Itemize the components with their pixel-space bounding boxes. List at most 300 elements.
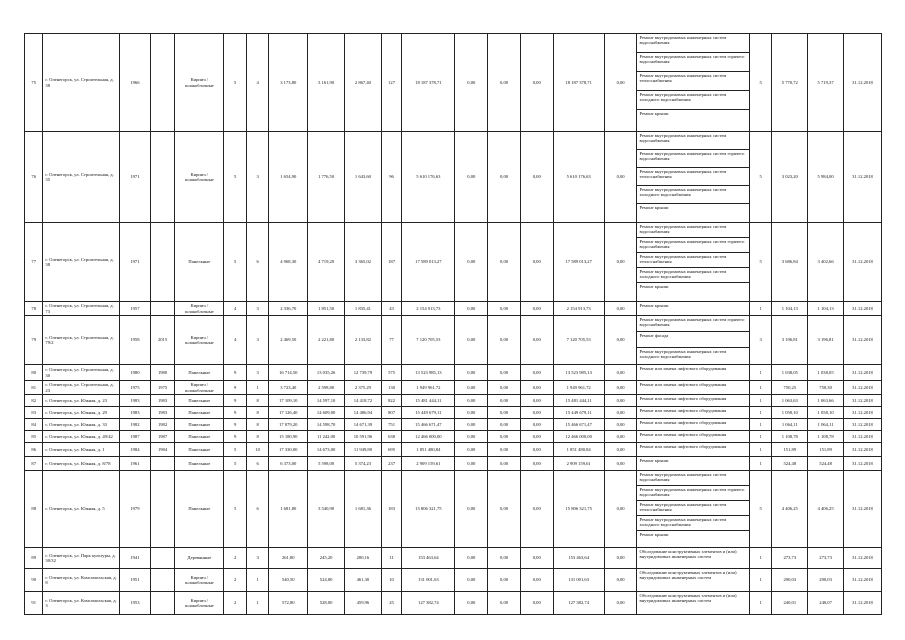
cell-material: Кирпич / шлакоблочные <box>175 132 224 223</box>
cell-fund-other: 0,00 <box>604 395 637 407</box>
cell-date: 31.12.2018 <box>843 316 881 365</box>
cell-area-res: 12 739,79 <box>345 365 382 381</box>
cell-fund-local: 0,00 <box>520 419 553 431</box>
cell-cost-limit: 151,89 <box>808 443 844 457</box>
cell-material: Кирпич / шлакоблочные <box>175 316 224 365</box>
cell-cost-total: 12 466 000,00 <box>402 431 455 443</box>
cell-residents: 822 <box>381 395 401 407</box>
cell-area-res: 5 374,23 <box>345 457 382 471</box>
cell-residents: 77 <box>381 316 401 365</box>
works-cell <box>637 443 749 457</box>
cell-area-total: 1 681,80 <box>269 471 308 548</box>
cell-cost-limit: 5 719,37 <box>808 34 844 132</box>
cell-fund-other: 0,00 <box>604 223 637 302</box>
cell-cost-unit: 1 063,63 <box>772 395 808 407</box>
cell-material: Кирпич / шлакоблочные <box>175 34 224 132</box>
cell-address: г. Оленегорск, ул. Строительная, д. 35 <box>43 132 120 223</box>
work-item: Ремонт внутридомовых инженерных систем горячего водоснабжения <box>637 150 748 168</box>
cell-cost-limit: 1 108,78 <box>808 431 844 443</box>
cell-area-res: 1 643,60 <box>345 132 382 223</box>
cell-fund-budget: 0,00 <box>488 302 521 316</box>
cell-floors: 9 <box>224 365 246 381</box>
cell-fund-owners: 18 187 378,71 <box>553 34 604 132</box>
works-cell <box>637 132 749 223</box>
cell-fund-other: 0,00 <box>604 407 637 419</box>
cell-cost-total: 15 806 321,75 <box>402 471 455 548</box>
cell-year-rec: 2015 <box>150 316 175 365</box>
cell-area-living: 3 540,90 <box>308 471 345 548</box>
cell-address: г. Оленегорск, ул. Строительная, д. 30 <box>43 365 120 381</box>
cell-material: Панельные <box>175 443 224 457</box>
cell-area-total: 540,50 <box>269 569 308 592</box>
cell-num: 78 <box>25 302 43 316</box>
cell-area-living: 13 035,26 <box>308 365 345 381</box>
cell-address: г. Оленегорск, ул. Строительная, д. 38 <box>43 34 120 132</box>
cell-floors: 5 <box>224 443 246 457</box>
cell-fund-budget: 0,00 <box>488 316 521 365</box>
cell-area-living: 14 597,10 <box>308 395 345 407</box>
cell-material: Кирпич / шлакоблочные <box>175 302 224 316</box>
cell-cost-unit: 151,89 <box>772 443 808 457</box>
cell-year: 1958 <box>120 316 151 365</box>
cell-cost-limit: 290,03 <box>808 569 844 592</box>
table-row <box>25 302 882 316</box>
cell-residents: 25 <box>381 592 401 615</box>
cell-year: 1983 <box>120 407 151 419</box>
cell-fund-local: 0,00 <box>520 569 553 592</box>
cell-date: 31.12.2018 <box>843 302 881 316</box>
cell-fund-local: 0,00 <box>520 457 553 471</box>
cell-year-rec: 1983 <box>150 407 175 419</box>
works-cell <box>637 569 749 592</box>
cell-area-total: 15 180,90 <box>269 431 308 443</box>
cell-area-total: 17 330,00 <box>269 443 308 457</box>
cell-area-living: 11 242,00 <box>308 431 345 443</box>
cell-area-total: 3 173,80 <box>269 34 308 132</box>
work-item: Ремонт или замена лифтового оборудования <box>639 396 727 401</box>
cell-fund-owners: 2 154 913,73 <box>553 302 604 316</box>
cell-fund-budget: 0,00 <box>488 457 521 471</box>
cell-date: 31.12.2018 <box>843 223 881 302</box>
cell-fund-budget: 0,00 <box>488 431 521 443</box>
cell-num: 75 <box>25 34 43 132</box>
cell-date: 31.12.2018 <box>843 457 881 471</box>
cell-num: 82 <box>25 395 43 407</box>
cell-fund-other: 0,00 <box>604 431 637 443</box>
cell-cost-limit: 3 196,81 <box>808 316 844 365</box>
cell-residents: 130 <box>381 381 401 395</box>
cell-fund-fszkh: 0,00 <box>455 443 488 457</box>
cell-floors: 5 <box>224 471 246 548</box>
cell-num: 88 <box>25 471 43 548</box>
cell-date: 31.12.2018 <box>843 431 881 443</box>
cell-year-rec: 1983 <box>150 395 175 407</box>
cell-residents: 751 <box>381 419 401 431</box>
work-item: Ремонт внутридомовых инженерных систем теплоснабжения <box>637 253 748 268</box>
cell-cost-unit: 3 686,84 <box>772 223 808 302</box>
works-cell <box>637 407 749 419</box>
cell-cost-limit: 1 063,66 <box>808 395 844 407</box>
cell-unit: 1 <box>749 381 771 395</box>
cell-area-living: 14 673,00 <box>308 443 345 457</box>
table-row <box>25 365 882 381</box>
cell-year-rec <box>150 592 175 615</box>
cell-fund-other: 0,00 <box>604 443 637 457</box>
table-row <box>25 316 882 365</box>
work-item: Обследование конструктивных элементов и (или) внутридомовых инженерных систем <box>639 549 737 560</box>
cell-num: 77 <box>25 223 43 302</box>
cell-area-res: 14 671,39 <box>345 419 382 431</box>
cell-material: Панельные <box>175 457 224 471</box>
cell-fund-fszkh: 0,00 <box>455 431 488 443</box>
cell-cost-limit: 1 064,11 <box>808 419 844 431</box>
cell-unit: 5 <box>749 223 771 302</box>
cell-num: 79 <box>25 316 43 365</box>
cell-fund-fszkh: 0,00 <box>455 569 488 592</box>
cell-address: г. Оленегорск, ул. Южная, д. 5 <box>43 471 120 548</box>
cell-fund-local: 0,00 <box>520 407 553 419</box>
cell-entrances: 3 <box>246 365 268 381</box>
cell-fund-other: 0,00 <box>604 302 637 316</box>
cell-cost-total: 2 154 913,73 <box>402 302 455 316</box>
cell-floors: 2 <box>224 569 246 592</box>
cell-area-living: 3 161,90 <box>308 34 345 132</box>
cell-year: 1953 <box>120 592 151 615</box>
cell-fund-local: 0,00 <box>520 431 553 443</box>
cell-cost-total: 15 449 679,11 <box>402 407 455 419</box>
cell-material: Панельные <box>175 471 224 548</box>
cell-floors: 4 <box>224 316 246 365</box>
cell-cost-total: 15 481 444,11 <box>402 395 455 407</box>
cell-entrances: 8 <box>246 395 268 407</box>
cell-cost-total: 13 523 985,13 <box>402 365 455 381</box>
cell-residents: 807 <box>381 407 401 419</box>
table-row <box>25 407 882 419</box>
cell-cost-total: 17 589 013,27 <box>402 223 455 302</box>
cell-year-rec: 1975 <box>150 381 175 395</box>
cell-fund-budget: 0,00 <box>488 381 521 395</box>
work-item: Ремонт внутридомовых инженерных систем горячего водоснабжения <box>637 486 748 501</box>
work-item: Ремонт внутридомовых инженерных систем теплоснабжения <box>637 72 748 91</box>
work-item: Ремонт или замена лифтового оборудования <box>639 432 727 437</box>
cell-date: 31.12.2018 <box>843 592 881 615</box>
cell-fund-other: 0,00 <box>604 548 637 569</box>
cell-fund-fszkh: 0,00 <box>455 132 488 223</box>
work-item: Ремонт крыши <box>639 205 669 210</box>
cell-date: 31.12.2018 <box>843 471 881 548</box>
cell-area-living: 1 851,50 <box>308 302 345 316</box>
cell-year: 1957 <box>120 302 151 316</box>
cell-fund-owners: 17 589 013,27 <box>553 223 604 302</box>
works-cell <box>637 381 749 395</box>
cell-fund-owners: 15 466 671,47 <box>553 419 604 431</box>
cell-date: 31.12.2018 <box>843 419 881 431</box>
cell-address: г. Оленегорск, ул. Южная, д. 1 <box>43 443 120 457</box>
cell-area-res: 200,16 <box>345 548 382 569</box>
cell-entrances: 8 <box>246 431 268 443</box>
cell-fund-fszkh: 0,00 <box>455 223 488 302</box>
cell-fund-owners: 1 949 961,72 <box>553 381 604 395</box>
cell-fund-other: 0,00 <box>604 592 637 615</box>
work-item: Ремонт внутридомовых инженерных систем холодного водоснабжения <box>637 186 748 204</box>
cell-cost-unit: 1 104,13 <box>772 302 808 316</box>
cell-fund-fszkh: 0,00 <box>455 592 488 615</box>
cell-year-rec <box>150 302 175 316</box>
cell-cost-unit: 3 023,20 <box>772 132 808 223</box>
cell-area-living: 2 598,80 <box>308 381 345 395</box>
cell-fund-other: 0,00 <box>604 471 637 548</box>
cell-num: 86 <box>25 443 43 457</box>
cell-fund-local: 0,00 <box>520 316 553 365</box>
cell-address: г. Оленегорск, ул. Строительная, д. 79/2 <box>43 316 120 365</box>
cell-unit: 1 <box>749 431 771 443</box>
cell-num: 76 <box>25 132 43 223</box>
cell-fund-local: 0,00 <box>520 223 553 302</box>
cell-cost-total: 1 949 961,72 <box>402 381 455 395</box>
cell-residents: 237 <box>381 457 401 471</box>
work-item: Ремонт крыши <box>639 303 669 308</box>
cell-cost-unit: 3 196,81 <box>772 316 808 365</box>
cell-material: Панельные <box>175 419 224 431</box>
cell-fund-fszkh: 0,00 <box>455 407 488 419</box>
work-item: Ремонт внутридомовых инженерных систем теплоснабжения <box>637 501 748 516</box>
cell-address: г. Оленегорск, ул. Комсомольская, д. 8 <box>43 569 120 592</box>
cell-year: 1975 <box>120 381 151 395</box>
cell-material: Панельные <box>175 431 224 443</box>
cell-material: Панельные <box>175 365 224 381</box>
cell-date: 31.12.2018 <box>843 132 881 223</box>
cell-entrances: 8 <box>246 407 268 419</box>
cell-cost-limit: 1 038,05 <box>808 365 844 381</box>
work-item: Ремонт внутридомовых инженерных систем горячего водоснабжения <box>637 238 748 253</box>
cell-fund-fszkh: 0,00 <box>455 381 488 395</box>
cell-area-total: 6 373,00 <box>269 457 308 471</box>
cell-area-total: 17 126,40 <box>269 407 308 419</box>
cell-fund-owners: 15 449 679,11 <box>553 407 604 419</box>
cell-fund-owners: 2 909 159,61 <box>553 457 604 471</box>
cell-area-res: 1 681,36 <box>345 471 382 548</box>
cell-year-rec: 1982 <box>150 419 175 431</box>
cell-entrances: 6 <box>246 457 268 471</box>
cell-address: г. Оленегорск, ул. Строительная, д. 38 <box>43 223 120 302</box>
cell-area-res: 2 375,29 <box>345 381 382 395</box>
cell-material: Панельные <box>175 407 224 419</box>
cell-cost-unit: 1 064,11 <box>772 419 808 431</box>
works-cell <box>637 592 749 615</box>
cell-entrances: 6 <box>246 471 268 548</box>
cell-area-res: 11 949,80 <box>345 443 382 457</box>
cell-fund-owners: 7 120 705,53 <box>553 316 604 365</box>
cell-year-rec <box>150 548 175 569</box>
cell-residents: 638 <box>381 431 401 443</box>
cell-unit: 1 <box>749 592 771 615</box>
cell-area-living: 5 598,00 <box>308 457 345 471</box>
cell-year-rec: 1984 <box>150 443 175 457</box>
works-cell <box>637 471 749 548</box>
cell-fund-fszkh: 0,00 <box>455 302 488 316</box>
cell-unit: 1 <box>749 457 771 471</box>
cell-date: 31.12.2018 <box>843 548 881 569</box>
cell-fund-fszkh: 0,00 <box>455 34 488 132</box>
cell-year-rec <box>150 223 175 302</box>
cell-floors: 2 <box>224 548 246 569</box>
cell-year: 1971 <box>120 132 151 223</box>
cell-cost-total: 2 909 159,61 <box>402 457 455 471</box>
cell-area-res: 459,96 <box>345 592 382 615</box>
cell-unit: 1 <box>749 365 771 381</box>
work-item: Ремонт внутридомовых инженерных систем теплоснабжения <box>637 168 748 186</box>
cell-year: 1987 <box>120 431 151 443</box>
cell-year: 1980 <box>120 365 151 381</box>
cell-residents: 183 <box>381 471 401 548</box>
cell-entrances: 1 <box>246 592 268 615</box>
cell-fund-budget: 0,00 <box>488 132 521 223</box>
cell-residents: 695 <box>381 443 401 457</box>
cell-residents: 575 <box>381 365 401 381</box>
table-row <box>25 592 882 615</box>
cell-num: 85 <box>25 431 43 443</box>
cell-area-living: 528,00 <box>308 592 345 615</box>
cell-area-living: 524,80 <box>308 569 345 592</box>
cell-date: 31.12.2018 <box>843 381 881 395</box>
cell-unit: 1 <box>749 419 771 431</box>
cell-residents: 43 <box>381 302 401 316</box>
cell-floors: 2 <box>224 592 246 615</box>
cell-floors: 5 <box>224 223 246 302</box>
cell-unit: 5 <box>749 132 771 223</box>
cell-date: 31.12.2018 <box>843 395 881 407</box>
cell-fund-owners: 15 481 444,11 <box>553 395 604 407</box>
cell-material: Кирпич / шлакоблочные <box>175 569 224 592</box>
cell-cost-unit: 524,48 <box>772 457 808 471</box>
cell-floors: 5 <box>224 132 246 223</box>
cell-year: 1984 <box>120 443 151 457</box>
cell-cost-total: 18 187 378,71 <box>402 34 455 132</box>
work-item: Ремонт или замена лифтового оборудования <box>639 382 727 387</box>
cell-cost-unit: 273,73 <box>772 548 808 569</box>
cell-area-living: 2 221,80 <box>308 316 345 365</box>
work-item: Ремонт или замена лифтового оборудования <box>639 366 727 371</box>
cell-unit: 1 <box>749 548 771 569</box>
cell-year: 1983 <box>120 395 151 407</box>
cell-fund-local: 0,00 <box>520 592 553 615</box>
cell-num: 87 <box>25 457 43 471</box>
cell-material: Кирпич / шлакоблочные <box>175 592 224 615</box>
cell-area-res: 2 133,82 <box>345 316 382 365</box>
cell-floors: 9 <box>224 431 246 443</box>
cell-year: 1966 <box>120 34 151 132</box>
cell-fund-budget: 0,00 <box>488 395 521 407</box>
cell-fund-fszkh: 0,00 <box>455 457 488 471</box>
cell-entrances: 1 <box>246 381 268 395</box>
cell-address: г. Оленегорск, ул. Южная, д. 23 <box>43 395 120 407</box>
cell-num: 90 <box>25 569 43 592</box>
cell-entrances: 6 <box>246 223 268 302</box>
cell-fund-budget: 0,00 <box>488 548 521 569</box>
cell-cost-total: 153 463,64 <box>402 548 455 569</box>
table-row <box>25 381 882 395</box>
work-item: Ремонт внутридомовых инженерных систем горячего водоснабжения <box>637 53 748 72</box>
cell-unit: 5 <box>749 34 771 132</box>
cell-year: 1941 <box>120 548 151 569</box>
cell-unit: 1 <box>749 443 771 457</box>
work-item: Ремонт крыши <box>639 458 669 463</box>
cell-fund-other: 0,00 <box>604 34 637 132</box>
cell-fund-local: 0,00 <box>520 381 553 395</box>
cell-entrances: 3 <box>246 302 268 316</box>
cell-cost-limit: 1 104,13 <box>808 302 844 316</box>
cell-date: 31.12.2018 <box>843 34 881 132</box>
cell-area-living: 14 609,00 <box>308 407 345 419</box>
cell-address: г. Оленегорск, ул. Южная, д. 29 <box>43 407 120 419</box>
cell-num: 81 <box>25 381 43 395</box>
cell-fund-local: 0,00 <box>520 548 553 569</box>
cell-cost-unit: 290,03 <box>772 569 808 592</box>
cell-address: г. Оленегорск, ул. Строительная, д. 23 <box>43 381 120 395</box>
cell-year-rec <box>150 471 175 548</box>
cell-material: Панельные <box>175 395 224 407</box>
cell-date: 31.12.2018 <box>843 365 881 381</box>
table-row <box>25 569 882 592</box>
cell-entrances: 3 <box>246 132 268 223</box>
cell-floors: 5 <box>224 34 246 132</box>
cell-fund-local: 0,00 <box>520 471 553 548</box>
table-row <box>25 431 882 443</box>
cell-area-total: 3 723,40 <box>269 381 308 395</box>
cell-cost-unit: 1 058,10 <box>772 407 808 419</box>
cell-fund-owners: 127 382,74 <box>553 592 604 615</box>
cell-area-res: 1 835,41 <box>345 302 382 316</box>
cell-fund-budget: 0,00 <box>488 407 521 419</box>
table-row <box>25 548 882 569</box>
cell-num: 80 <box>25 365 43 381</box>
cell-cost-limit: 5 984,00 <box>808 132 844 223</box>
cell-residents: 10 <box>381 569 401 592</box>
cell-cost-total: 15 466 671,47 <box>402 419 455 431</box>
work-item: Ремонт внутридомовых инженерных систем водоснабжения <box>637 223 748 238</box>
work-item: Ремонт крыши <box>639 532 669 537</box>
cell-fund-fszkh: 0,00 <box>455 365 488 381</box>
cell-area-living: 245,20 <box>308 548 345 569</box>
works-cell <box>637 34 749 132</box>
cell-fund-owners: 1 851 480,84 <box>553 443 604 457</box>
cell-year-rec <box>150 132 175 223</box>
cell-date: 31.12.2018 <box>843 569 881 592</box>
cell-address: г. Оленегорск, ул. Комсомольская, д. 3 <box>43 592 120 615</box>
works-cell <box>637 365 749 381</box>
cell-area-res: 3 365,02 <box>345 223 382 302</box>
cell-entrances: 3 <box>246 316 268 365</box>
cell-fund-owners: 13 523 985,13 <box>553 365 604 381</box>
cell-floors: 9 <box>224 395 246 407</box>
work-item: Ремонт внутридомовых инженерных систем холодного водоснабжения <box>637 516 748 531</box>
cell-entrances: 1 <box>246 569 268 592</box>
cell-entrances: 8 <box>246 419 268 431</box>
cell-area-total: 16 714,50 <box>269 365 308 381</box>
cell-fund-budget: 0,00 <box>488 34 521 132</box>
cell-fund-fszkh: 0,00 <box>455 419 488 431</box>
cell-cost-limit: 750,30 <box>808 381 844 395</box>
cell-cost-total: 131 001,63 <box>402 569 455 592</box>
works-cell <box>637 223 749 302</box>
cell-fund-local: 0,00 <box>520 443 553 457</box>
cell-address: г. Оленегорск, ул. Парк культуры, д. 30/32 <box>43 548 120 569</box>
work-item: Ремонт внутридомовых инженерных систем водоснабжения <box>637 132 748 150</box>
cell-area-total: 1 654,90 <box>269 132 308 223</box>
table-row <box>25 132 882 223</box>
cell-cost-unit: 750,25 <box>772 381 808 395</box>
cell-area-total: 2 336,70 <box>269 302 308 316</box>
